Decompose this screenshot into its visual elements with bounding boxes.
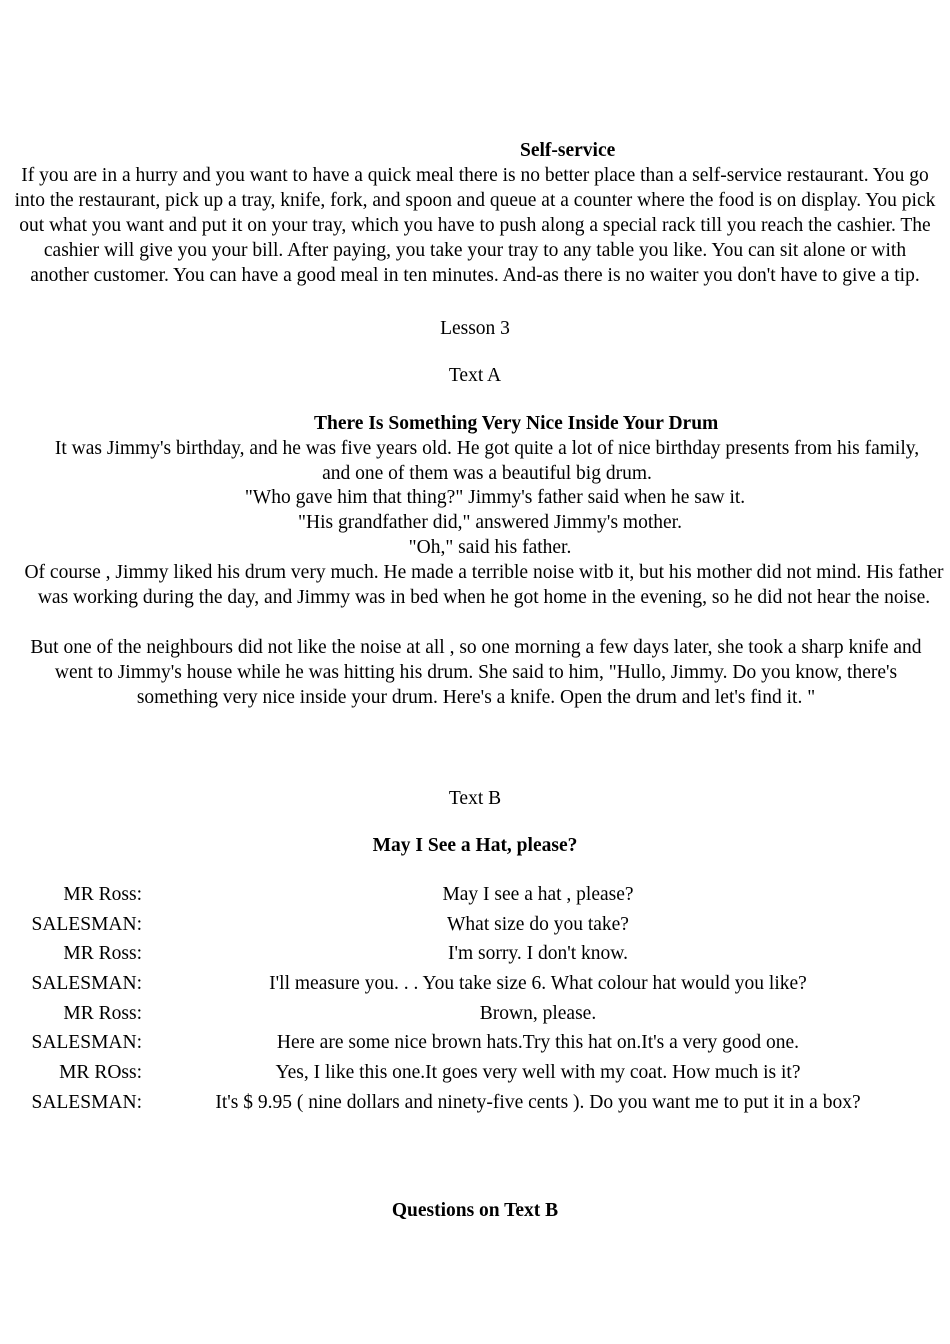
text-a-paragraph: Of course , Jimmy liked his drum very much. He made a terrible noise witb it, but his mother did not mind. His father was working during the day, and Jimmy was in bed when he got home in the evening, so he did not hear the noise. — [24, 562, 944, 608]
dialogue-line: I'm sorry. I don't know. — [448, 943, 628, 965]
dialogue-row — [0, 880, 950, 910]
dialogue-speaker: SALESMAN: — [31, 973, 142, 995]
dialogue-row — [0, 1058, 950, 1088]
text-a-label: Text A — [448, 365, 502, 386]
dialogue-speaker: SALESMAN: — [31, 1032, 142, 1054]
self-service-paragraph: If you are in a hurry and you want to have a quick meal there is no better place than a self-service restaurant. You go into the restaurant, pick up a tray, knife, fork, and spoon and queue at a counter where the food is on display. You pick out what you want and put it on your tray, which you have to push along a special rack till you reach the cashier. The cashier will give you your bill. After paying, you take your tray to any table you like. You can sit alone or with another customer. You can have a good meal in ten minutes. And-as there is no waiter you don't have to give a tip. — [14, 165, 936, 286]
questions-title: Questions on Text B — [391, 1200, 559, 1221]
dialogue-speaker: MR ROss: — [59, 1062, 142, 1084]
text-a-paragraph: But one of the neighbours did not like the noise at all , so one morning a few days later, she took a sharp knife and went to Jimmy's house while he was hitting his drum. She said to him, "Hullo, Jimmy. Do you know, there's something very nice inside your drum. Here's a knife. Open the drum and let's find it. " — [30, 637, 922, 708]
dialogue-row — [0, 1088, 950, 1148]
dialogue-speaker: MR Ross: — [63, 1002, 142, 1024]
text-b-title: May I See a Hat, please? — [372, 835, 578, 856]
dialogue-row — [0, 999, 950, 1029]
dialogue-line: Brown, please. — [479, 1002, 597, 1024]
dialogue-speaker: MR Ross: — [63, 884, 142, 905]
dialogue-line: Here are some nice brown hats.Try this hat on.It's a very good one. — [276, 1032, 800, 1054]
text-a-paragraph: It was Jimmy's birthday, and he was five years old. He got quite a lot of nice birthday presents from his family, and one of them was a beautiful big drum. — [54, 438, 920, 484]
self-service-title: Self-service — [520, 140, 616, 161]
dialogue-row — [0, 1028, 950, 1058]
text-a-paragraph: "Oh," said his father. — [408, 537, 572, 558]
dialogue-line: Yes, I like this one.It goes very well with my coat. How much is it? — [275, 1062, 801, 1084]
dialogue-speaker: SALESMAN: — [31, 1091, 142, 1113]
dialogue-line: What size do you take? — [447, 913, 629, 935]
dialogue-row — [0, 969, 950, 999]
dialogue-row — [0, 939, 950, 969]
text-a-title: There Is Something Very Nice Inside Your Drum — [314, 413, 719, 434]
text-a-paragraph: "His grandfather did," answered Jimmy's mother. — [298, 512, 682, 533]
dialogue-table — [0, 880, 950, 1148]
dialogue-speaker: MR Ross: — [63, 943, 142, 965]
dialogue-line: May I see a hat , please? — [442, 884, 634, 905]
dialogue-line: It's $ 9.95 ( nine dollars and ninety-five cents ). Do you want me to put it in a box? — [215, 1091, 861, 1113]
text-a-paragraph: "Who gave him that thing?" Jimmy's father said when he saw it. — [244, 487, 746, 508]
dialogue-row — [0, 910, 950, 940]
dialogue-speaker: SALESMAN: — [31, 913, 142, 935]
dialogue-line: I'll measure you. . . You take size 6. What colour hat would you like? — [269, 973, 807, 995]
lesson-label: Lesson 3 — [440, 318, 510, 339]
text-b-label: Text B — [448, 788, 502, 809]
